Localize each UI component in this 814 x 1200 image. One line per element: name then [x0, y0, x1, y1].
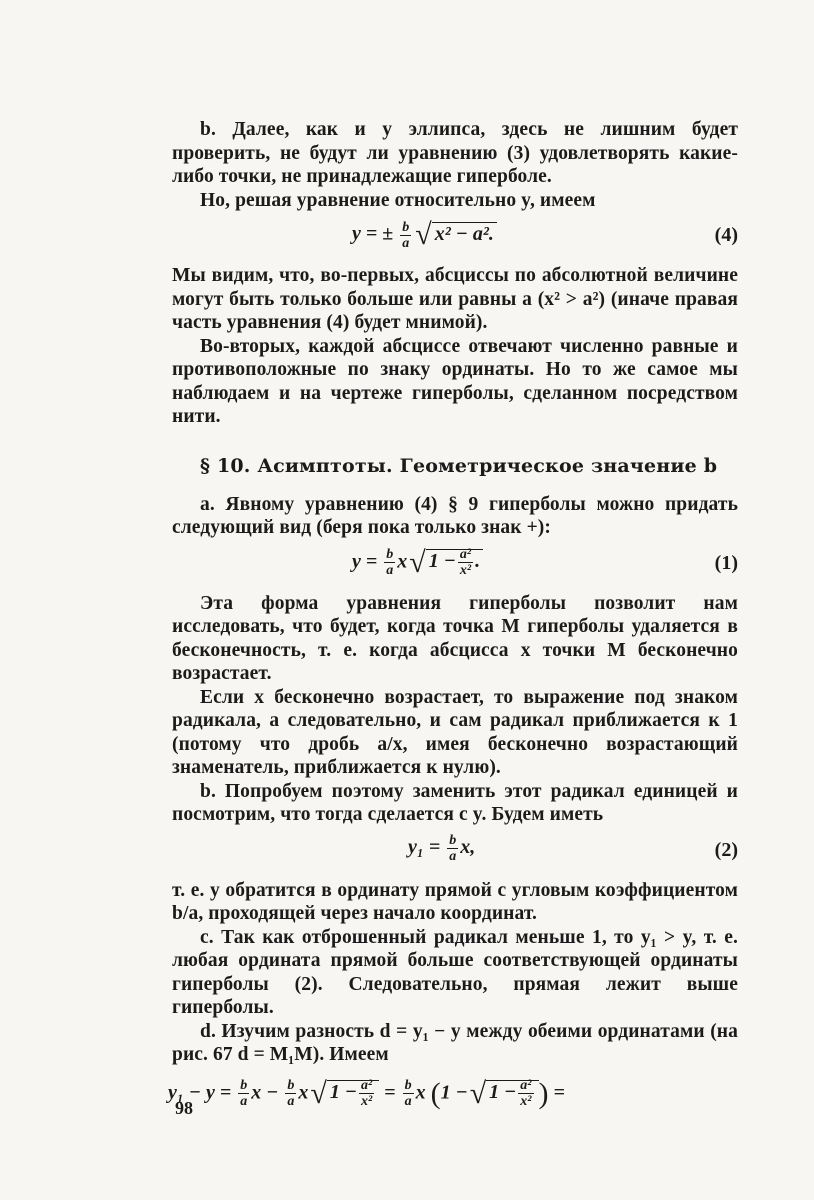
eq1-fraction: [384, 547, 395, 578]
paragraph-solving: Но, решая уравнение относительно y, имеем: [200, 189, 596, 211]
eqd-one: 1 −: [440, 1081, 468, 1104]
eqd-equals: =: [384, 1081, 396, 1104]
sqrt-symbol: √: [415, 218, 432, 251]
eqd-one: 1 −: [329, 1081, 357, 1104]
paragraph-we-see: Мы видим, что, во-первых, абсциссы по абсолютной величине могут быть только больше или равны a (x² > a²) (иначе правая часть уравнения (4) будет мнимой).: [172, 265, 738, 333]
eqd-inner-fraction: [359, 1078, 374, 1109]
eqd-x: x: [298, 1081, 309, 1104]
page-number: 98: [175, 1098, 193, 1118]
eqd-a: a: [287, 1094, 295, 1109]
eq2-lhs: y₁ =: [408, 835, 441, 858]
paragraph-if: Если x бесконечно возрастает, то выражение под знаком радикала, а следовательно, и сам радикал приближается к 1 (потому что дробь a/x, имея бесконечно возрастающий знаменатель, приближается к нулю).: [172, 686, 738, 778]
sqrt-symbol: √: [409, 545, 426, 579]
paragraph-ie: т. е. y обратится в ординату прямой с угловым коэффициентом b/a, проходящей через начало координат.: [172, 879, 738, 924]
equation-difference: [168, 1073, 738, 1125]
eq4-lhs: y = ±: [352, 222, 394, 245]
eq1-inner-fraction: [458, 547, 473, 578]
paragraph-form: Эта форма уравнения гиперболы позволит нам исследовать, что будет, когда точка M гиперболы удаляется в бесконечность, т. е. когда абсцисса x точки M бесконечно возрастает.: [172, 592, 738, 684]
eq1-x: x: [397, 550, 408, 573]
eqd-fraction-1: [238, 1078, 249, 1109]
eq4-den: a: [402, 235, 410, 251]
paragraph-b2: b. Попробуем поэтому заменить этот радикал единицей и посмотрим, что тогда сделается с y. Будем иметь: [172, 780, 738, 825]
eqd-b: b: [240, 1078, 248, 1093]
eqd-a: a: [404, 1094, 412, 1109]
sqrt-symbol: √: [310, 1076, 327, 1110]
eq2-label: (2): [714, 838, 738, 861]
eqd-a2: a²: [520, 1078, 532, 1093]
eqd-one: 1 −: [489, 1081, 517, 1104]
eqd-fraction-2: [285, 1078, 296, 1109]
eqd-a: a: [240, 1094, 248, 1109]
sqrt-symbol: √: [469, 1076, 487, 1110]
eq1-label: (1): [714, 551, 738, 574]
eq1-inner-num: a²: [459, 547, 472, 562]
eq4-radicand: x² − a².: [432, 222, 497, 245]
eqd-close-paren: ): [538, 1076, 549, 1110]
paragraph-c: c. Так как отброшенный радикал меньше 1, то y₁ > y, т. е. любая ордината прямой больше соответствующей ординаты гиперболы (2). Следовательно, прямая лежит выше гиперболы.: [172, 926, 738, 1018]
eqd-radicand-1: [327, 1078, 379, 1109]
paragraph-d: d. Изучим разность d = y₁ − y между обеими ординатами (на рис. 67 d = M₁M). Имеем: [172, 1020, 738, 1065]
eq1-one: 1 −: [428, 550, 456, 573]
eqd-end-equals: =: [553, 1081, 565, 1104]
eqd-x2: x²: [520, 1094, 532, 1109]
eq4-num: b: [402, 219, 410, 235]
eqd-x2: x²: [360, 1094, 373, 1109]
eqd-lhs: y₁ − y =: [168, 1081, 232, 1104]
eq4-fraction: [400, 220, 411, 251]
eq2-fraction: [447, 833, 458, 864]
page-text: [168, 118, 738, 1125]
eq1-lhs: y =: [352, 550, 378, 573]
eq1-num: b: [386, 547, 394, 562]
eqd-b: b: [404, 1078, 412, 1093]
eq1-radicand: 1 − $\frac{\text{a²}}{\text{x²}}$ .: [426, 549, 483, 572]
paragraph-b-item: b. Далее, как и у эллипса, здесь не лишним будет проверить, не будут ли уравнению (3) удовлетворять какие-либо точки, не принадлежащие гиперболе.: [172, 119, 738, 187]
paragraph-second: Во-вторых, каждой абсциссе отвечают численно равные и противоположные по знаку ординаты. Но то же самое мы наблюдаем и на чертеже гиперболы, сделанном посредством нити.: [172, 335, 738, 427]
section-title: § 10. Асимптоты. Геометрическое значение b: [200, 454, 718, 477]
eqd-x-minus: x −: [251, 1081, 279, 1104]
eqd-fraction-3: [403, 1078, 414, 1109]
eq2-num: b: [449, 832, 457, 848]
equation-1: [172, 540, 738, 592]
eqd-inner-fraction: [518, 1078, 533, 1109]
equation-4: [172, 212, 738, 264]
eq2-x: x,: [460, 835, 476, 858]
eq1-den: a: [386, 563, 394, 578]
eqd-x: x: [415, 1081, 426, 1104]
paragraph-a: a. Явному уравнению (4) § 9 гиперболы можно придать следующий вид (беря пока только знак +):: [172, 493, 738, 538]
eqd-open-paren: (: [430, 1076, 441, 1110]
eq1-inner-den: x²: [459, 563, 472, 578]
eqd-b: b: [287, 1078, 295, 1093]
eq4-label: (4): [714, 224, 738, 246]
eqd-a2: a²: [360, 1078, 373, 1093]
eqd-radicand-2: [486, 1078, 538, 1109]
eq2-den: a: [449, 848, 457, 864]
equation-2: [172, 827, 738, 879]
